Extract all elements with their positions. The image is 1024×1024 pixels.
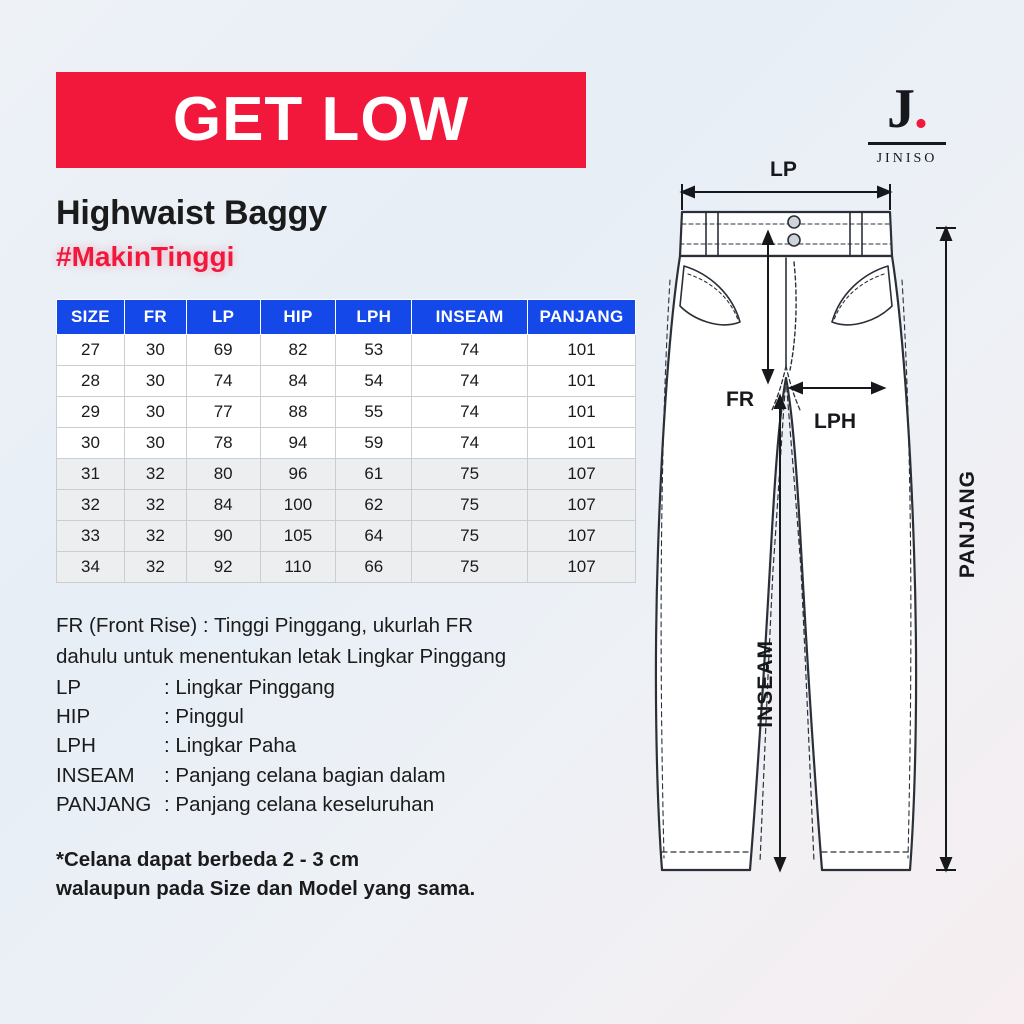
cell-lph: 61: [336, 459, 412, 490]
table-row: [57, 459, 636, 490]
cell-size: 33: [57, 521, 125, 552]
cell-hip: 94: [260, 428, 336, 459]
cell-size: 34: [57, 552, 125, 583]
cell-panjang: 101: [528, 428, 636, 459]
legend-fr-line-2: dahulu untuk menentukan letak Lingkar Pinggang: [56, 645, 507, 669]
cell-inseam: 74: [412, 397, 528, 428]
cell-hip: 110: [260, 552, 336, 583]
column-header-hip: HIP: [260, 300, 336, 335]
brand-dot: .: [914, 78, 927, 140]
cell-fr: 30: [124, 428, 186, 459]
cell-lp: 80: [186, 459, 260, 490]
disclaimer-note: [56, 845, 656, 903]
cell-inseam: 75: [412, 521, 528, 552]
legend-key: LPH: [56, 734, 96, 758]
legend-value: : Panjang celana bagian dalam: [164, 763, 446, 787]
cell-inseam: 74: [412, 366, 528, 397]
cell-size: 27: [57, 335, 125, 366]
cell-size: 30: [57, 428, 125, 459]
cell-lp: 69: [186, 335, 260, 366]
cell-fr: 32: [124, 521, 186, 552]
column-header-lph: LPH: [336, 300, 412, 335]
banner-title: GET LOW: [172, 85, 470, 154]
cell-size: 29: [57, 397, 125, 428]
cell-fr: 30: [124, 397, 186, 428]
cell-panjang: 107: [528, 490, 636, 521]
table-row: [57, 521, 636, 552]
legend-item-lp: [56, 673, 656, 702]
brand-monogram: [852, 78, 962, 140]
table-row: [57, 428, 636, 459]
legend-key: INSEAM: [56, 763, 135, 787]
note-line-2: walaupun pada Size dan Model yang sama.: [56, 876, 476, 900]
legend-item-panjang: [56, 790, 656, 819]
table-row: [57, 397, 636, 428]
cell-lp: 77: [186, 397, 260, 428]
cell-lp: 74: [186, 366, 260, 397]
cell-panjang: 101: [528, 397, 636, 428]
table-row: [57, 552, 636, 583]
cell-hip: 88: [260, 397, 336, 428]
table-row: [57, 335, 636, 366]
note-line-1: *Celana dapat berbeda 2 - 3 cm: [56, 847, 360, 871]
legend-item-lph: [56, 731, 656, 760]
dimension-label-lph: LPH: [814, 410, 856, 433]
cell-lp: 92: [186, 552, 260, 583]
column-header-fr: FR: [124, 300, 186, 335]
cell-fr: 32: [124, 459, 186, 490]
cell-panjang: 101: [528, 366, 636, 397]
cell-size: 32: [57, 490, 125, 521]
cell-lp: 90: [186, 521, 260, 552]
cell-size: 28: [57, 366, 125, 397]
cell-hip: 96: [260, 459, 336, 490]
get-low-banner: [56, 72, 586, 168]
left-column: [56, 72, 656, 903]
cell-lph: 59: [336, 428, 412, 459]
cell-lph: 53: [336, 335, 412, 366]
cell-fr: 32: [124, 552, 186, 583]
dimension-label-inseam: INSEAM: [754, 640, 777, 728]
cell-panjang: 101: [528, 335, 636, 366]
cell-fr: 30: [124, 335, 186, 366]
brand-logo: [852, 78, 962, 167]
legend-key: PANJANG: [56, 792, 152, 816]
campaign-hashtag: #MakinTinggi: [56, 241, 235, 272]
legend-item-inseam: [56, 761, 656, 790]
legend-fr-line-1: FR (Front Rise) : Tinggi Pinggang, ukurlah FR: [56, 614, 473, 637]
dimension-label-fr: FR: [726, 388, 754, 411]
column-header-lp: LP: [186, 300, 260, 335]
cell-lp: 78: [186, 428, 260, 459]
dimension-label-panjang: PANJANG: [956, 470, 979, 579]
cell-hip: 100: [260, 490, 336, 521]
legend-item-hip: [56, 702, 656, 731]
legend-key: HIP: [56, 705, 91, 729]
brand-letter: J: [887, 78, 914, 140]
cell-lph: 64: [336, 521, 412, 552]
cell-fr: 32: [124, 490, 186, 521]
cell-hip: 84: [260, 366, 336, 397]
cell-inseam: 75: [412, 490, 528, 521]
table-row: [57, 490, 636, 521]
table-row: [57, 366, 636, 397]
cell-hip: 105: [260, 521, 336, 552]
cell-inseam: 75: [412, 459, 528, 490]
cell-lp: 84: [186, 490, 260, 521]
cell-panjang: 107: [528, 521, 636, 552]
brand-name: JINISO: [876, 151, 938, 167]
column-header-size: SIZE: [57, 300, 125, 335]
column-header-inseam: INSEAM: [412, 300, 528, 335]
cell-inseam: 74: [412, 335, 528, 366]
cell-panjang: 107: [528, 552, 636, 583]
legend-value: : Lingkar Paha: [164, 734, 297, 758]
dimension-label-lp: LP: [770, 158, 797, 181]
cell-lph: 66: [336, 552, 412, 583]
cell-inseam: 75: [412, 552, 528, 583]
table-header-row: [57, 300, 636, 335]
size-chart-table: [56, 299, 636, 583]
product-subtitle: Highwaist Baggy: [56, 194, 327, 232]
legend-value: : Lingkar Pinggang: [164, 676, 335, 700]
cell-inseam: 74: [412, 428, 528, 459]
legend-key: LP: [56, 676, 82, 700]
brand-divider: [868, 142, 946, 145]
cell-lph: 55: [336, 397, 412, 428]
cell-panjang: 107: [528, 459, 636, 490]
cell-size: 31: [57, 459, 125, 490]
measurement-legend: [56, 611, 656, 819]
legend-value: : Panjang celana keseluruhan: [164, 792, 435, 816]
legend-value: : Pinggul: [164, 705, 244, 729]
cell-lph: 62: [336, 490, 412, 521]
column-header-panjang: PANJANG: [528, 300, 636, 335]
cell-hip: 82: [260, 335, 336, 366]
cell-fr: 30: [124, 366, 186, 397]
cell-lph: 54: [336, 366, 412, 397]
